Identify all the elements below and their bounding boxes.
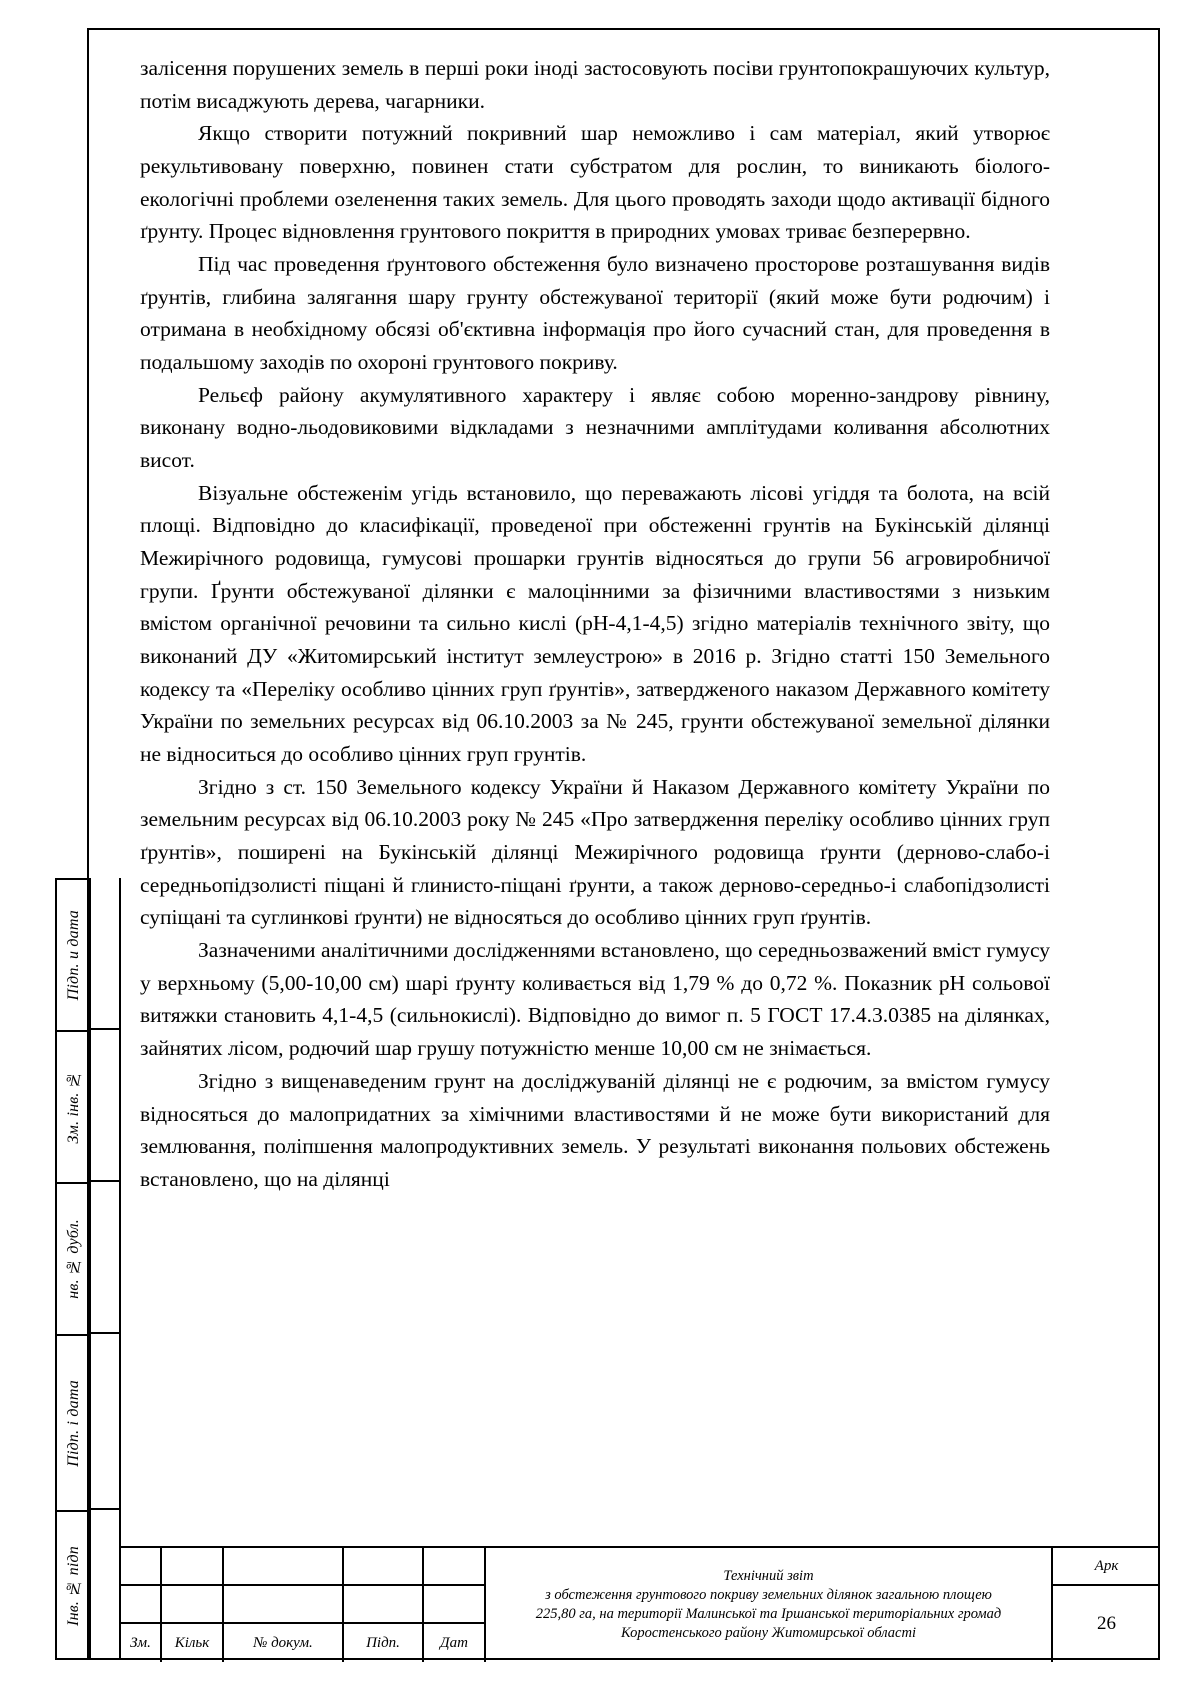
body-text <box>140 52 1050 1196</box>
titleblock-cell-empty <box>224 1586 344 1624</box>
side-stamp-cell <box>57 880 91 1032</box>
side-stamp-cell <box>57 1336 91 1512</box>
paragraph: Рельєф району акумулятивного характеру і являє собою моренно-зандрову рівнину, виконану водно-льодовиковими відкладами з незначними амплітудами коливання абсолютних висот. <box>140 382 1050 473</box>
titleblock-col-docnum: № докум. <box>224 1624 344 1662</box>
title-block <box>121 1546 1160 1660</box>
side-stub-cell <box>89 1182 121 1334</box>
side-label: нв. № дубл. <box>65 1219 82 1299</box>
titleblock-cell-empty <box>162 1586 224 1624</box>
paragraph: залісення порушених земель в перші роки іноді застосовують посіви грунтопокрашуючих культур, потім висаджують дерева, чагарники. <box>140 56 1050 113</box>
page-number: 26 <box>1097 1613 1116 1634</box>
paragraph: Якщо створити потужний покривний шар неможливо і сам матеріал, який утворює рекультивовану поверхню, повинен стати субстратом для рослин, то виникають біолого- екологічні проблеми озеленення таких земель. Для цього проводять заходи щодо активації бідного ґрунту. Процес відновлення грунтового покриття в природних умовах триває безперервно. <box>140 121 1050 244</box>
titleblock-cell-empty <box>424 1548 486 1586</box>
side-label: Зм. інв. № <box>65 1070 82 1144</box>
side-label: Підп. і дата <box>65 1379 82 1467</box>
titleblock-cell-empty <box>162 1548 224 1586</box>
side-stamp-cell <box>57 1032 91 1184</box>
side-label: Інв. № підп <box>65 1546 82 1626</box>
titleblock-cell-empty <box>344 1586 424 1624</box>
description-line: з обстеження грунтового покриву земельних ділянок загальною площею <box>545 1587 992 1604</box>
titleblock-cell-empty <box>121 1586 162 1624</box>
paragraph: Візуальне обстеженім угідь встановило, що переважають лісові угіддя та болота, на всій площі. Відповідно до класифікації, проведеної при обстеженні грунтів на Букінській ділянці Межирічного родовища, гумусові прошарки грунтів відносяться до групи 56 агровиробничої групи. Ґрунти обстежуваної ділянки є малоцінними за фізичними властивостями з низьким вмістом органічної речовини та сильно кислі (рН-4,1-4,5) згідно матеріалів технічного звіту, що виконаний ДУ «Житомирський інститут землеустрою» в 2016 р. Згідно статті 150 Земельного кодексу та «Переліку особливо цінних груп ґрунтів», затвердженого наказом Державного комітету України по земельних ресурсах від 06.10.2003 за № 245, грунти обстежуваної земельної ділянки не відноситься до особливо цінних груп грунтів. <box>140 480 1050 767</box>
side-stub-cell <box>89 878 121 1030</box>
sheet-label: Арк <box>1053 1548 1160 1586</box>
titleblock-col-zm: Зм. <box>121 1624 162 1662</box>
side-stamp-cell <box>57 1184 91 1336</box>
description-line: Технічний звіт <box>723 1568 814 1585</box>
titleblock-cell-empty <box>424 1586 486 1624</box>
titleblock-cell-empty <box>224 1548 344 1586</box>
paragraph: Зазначеними аналітичними дослідженнями встановлено, що середньозважений вміст гумусу у верхньому (5,00-10,00 см) шарі ґрунту коливається від 1,79 % до 0,72 %. Показник рН сольової витяжки становить 4,1-4,5 (сильнокислі). Відповідно до вимог п. 5 ГОСТ 17.4.3.0385 на ділянках, зайнятих лісом, родючий шар грушу потужністю менше 10,00 см не знімається. <box>140 938 1050 1061</box>
titleblock-cell-empty <box>121 1548 162 1586</box>
paragraph: Згідно з вищенаведеним грунт на досліджуваній ділянці не є родючим, за вмістом гумусу відносяться до малопридатних за хімічними властивостями й не може бути використаний для землювання, поліпшення малопродуктивних земель. У результаті виконання польових обстежень встановлено, що на ділянці <box>140 1068 1050 1191</box>
titleblock-col-kilk: Кільк <box>162 1624 224 1662</box>
description-line: 225,80 га, на території Малинської та Іршанської територіальних громад <box>535 1606 1002 1622</box>
paragraph: Згідно з ст. 150 Земельного кодексу України й Наказом Державного комітету України по земельним ресурсах від 06.10.2003 року № 245 «Про затвердження переліку особливо цінних груп ґрунтів», поширені на Букінській ділянці Межирічного родовища ґрунти (дерново-слабо-і середньопідзолисті піщані й глинисто-піщані ґрунти, а також дерново-середньо-і слабопідзолисті супіщані та суглинкові ґрунти) не відносяться до особливо цінних груп ґрунтів. <box>140 774 1050 930</box>
description-line: Коростенського району Житомирської області <box>621 1624 916 1641</box>
titleblock-cell-empty <box>344 1548 424 1586</box>
side-stamp-cell <box>57 1512 91 1660</box>
titleblock-col-sign: Підп. <box>344 1624 424 1662</box>
titleblock-col-date: Дат <box>424 1624 486 1662</box>
titleblock-description <box>486 1548 1053 1662</box>
side-label: Підп. и дата <box>65 909 82 1001</box>
side-stamp-column <box>55 878 89 1660</box>
side-stub-cell <box>89 1334 121 1510</box>
paragraph: Під час проведення ґрунтового обстеження було визначено просторове розташування видів ґрунтів, глибина залягання шару грунту обстежуваної території (який може бути родючим) і отримана в необхідному обсязі об'єктивна інформація про його сучасний стан, для проведення в подальшому заходів по охороні грунтового покриву. <box>140 252 1050 375</box>
side-stub-cell <box>89 1030 121 1182</box>
